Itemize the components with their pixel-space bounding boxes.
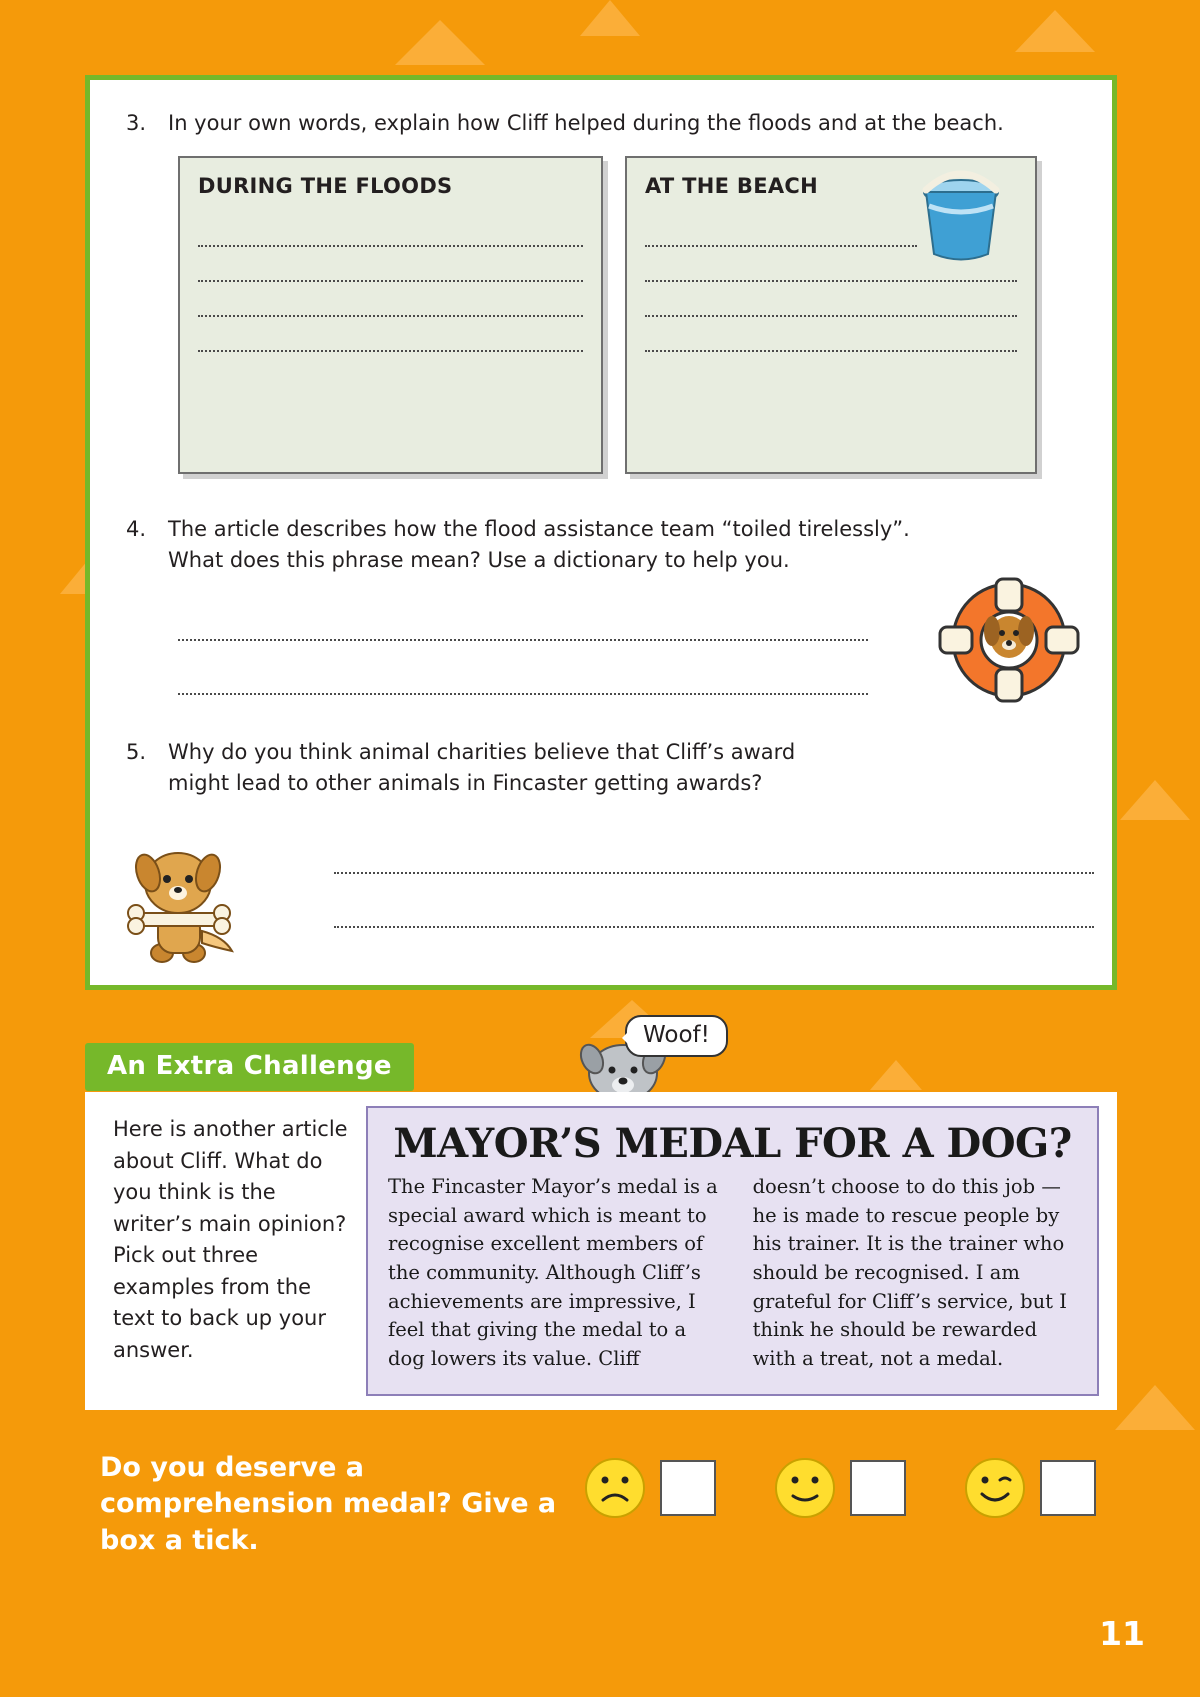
newspaper-column-1: The Fincaster Mayor’s medal is a special award which is meant to recognise excellent members of the community. Although Cliff’s achievements are impressive, I feel that giving the medal to a dog lowers its value. Cliff xyxy=(388,1175,718,1370)
speech-bubble-text: Woof! xyxy=(643,1022,710,1048)
answer-line[interactable] xyxy=(178,587,868,641)
question-3-number: 3. xyxy=(126,111,147,135)
extra-challenge-tab: An Extra Challenge xyxy=(85,1043,414,1091)
question-4-number: 4. xyxy=(126,517,147,542)
answer-line[interactable] xyxy=(334,874,1094,928)
answer-box-during-floods[interactable] xyxy=(178,156,603,474)
decor-triangle xyxy=(870,1060,922,1090)
speech-bubble xyxy=(625,1015,728,1057)
question-3 xyxy=(120,108,1082,138)
answer-line[interactable] xyxy=(645,317,1017,352)
bucket-icon xyxy=(901,166,1021,271)
answer-line[interactable] xyxy=(198,317,583,352)
page-number: 11 xyxy=(1099,1614,1145,1653)
newspaper-column-2: doesn’t choose to do this job — he is made to rescue people by his trainer. It is the trainer who should be recognised. I am grateful for Cliff’s service, but I think he should be rewarded with a treat, not a medal. xyxy=(752,1175,1067,1370)
tick-box-3[interactable] xyxy=(1040,1460,1096,1516)
newspaper-headline: MAYOR’S MEDAL FOR A DOG? xyxy=(393,1120,1072,1167)
newspaper-columns xyxy=(388,1173,1077,1374)
decor-triangle xyxy=(1115,1385,1195,1430)
question-5-answer-lines xyxy=(276,820,1094,928)
extra-challenge-panel xyxy=(85,1092,1117,1410)
answer-box-heading: DURING THE FLOODS xyxy=(198,174,453,199)
tick-box-1[interactable] xyxy=(660,1460,716,1516)
question-4 xyxy=(120,514,1082,575)
decor-triangle xyxy=(395,20,485,65)
decor-triangle xyxy=(1120,780,1190,820)
neutral-face-icon xyxy=(775,1458,835,1518)
question-3-answer-boxes xyxy=(120,156,1082,474)
footer-prompt: Do you deserve a comprehension medal? Give a box a tick. xyxy=(100,1452,557,1556)
answer-line[interactable] xyxy=(198,282,583,317)
footer-strip xyxy=(0,1440,1200,1590)
newspaper-article xyxy=(366,1106,1099,1396)
question-4-text: The article describes how the flood assistance team “toiled tirelessly”. What does this phrase mean? Use a dictionary to help you. xyxy=(168,517,910,572)
tick-box-2[interactable] xyxy=(850,1460,906,1516)
question-5-text: Why do you think animal charities believe that Cliff’s award might lead to other animals in Fincaster getting awards? xyxy=(168,740,796,795)
answer-line[interactable] xyxy=(645,282,1017,317)
answer-box-at-the-beach[interactable] xyxy=(625,156,1037,474)
question-5-number: 5. xyxy=(126,740,147,765)
question-3-text: In your own words, explain how Cliff helped during the floods and at the beach. xyxy=(168,111,1004,135)
dog-with-bone-icon xyxy=(110,835,250,980)
answer-line[interactable] xyxy=(645,212,917,247)
extra-challenge-instruction: Here is another article about Cliff. What do you think is the writer’s main opinion? Pick out three examples from the text to back up your answer. xyxy=(113,1117,348,1362)
answer-line[interactable] xyxy=(178,641,868,695)
worksheet-panel xyxy=(85,75,1117,990)
decor-triangle xyxy=(580,0,640,36)
happy-wink-face-icon xyxy=(965,1458,1025,1518)
question-5 xyxy=(120,737,1082,798)
answer-line[interactable] xyxy=(198,212,583,247)
decor-triangle xyxy=(1015,10,1095,52)
lifebuoy-dog-icon xyxy=(934,575,1084,705)
question-4-answer-lines xyxy=(120,587,868,695)
sad-face-icon xyxy=(585,1458,645,1518)
answer-line[interactable] xyxy=(198,247,583,282)
answer-box-heading: AT THE BEACH xyxy=(645,174,819,199)
answer-line[interactable] xyxy=(334,820,1094,874)
